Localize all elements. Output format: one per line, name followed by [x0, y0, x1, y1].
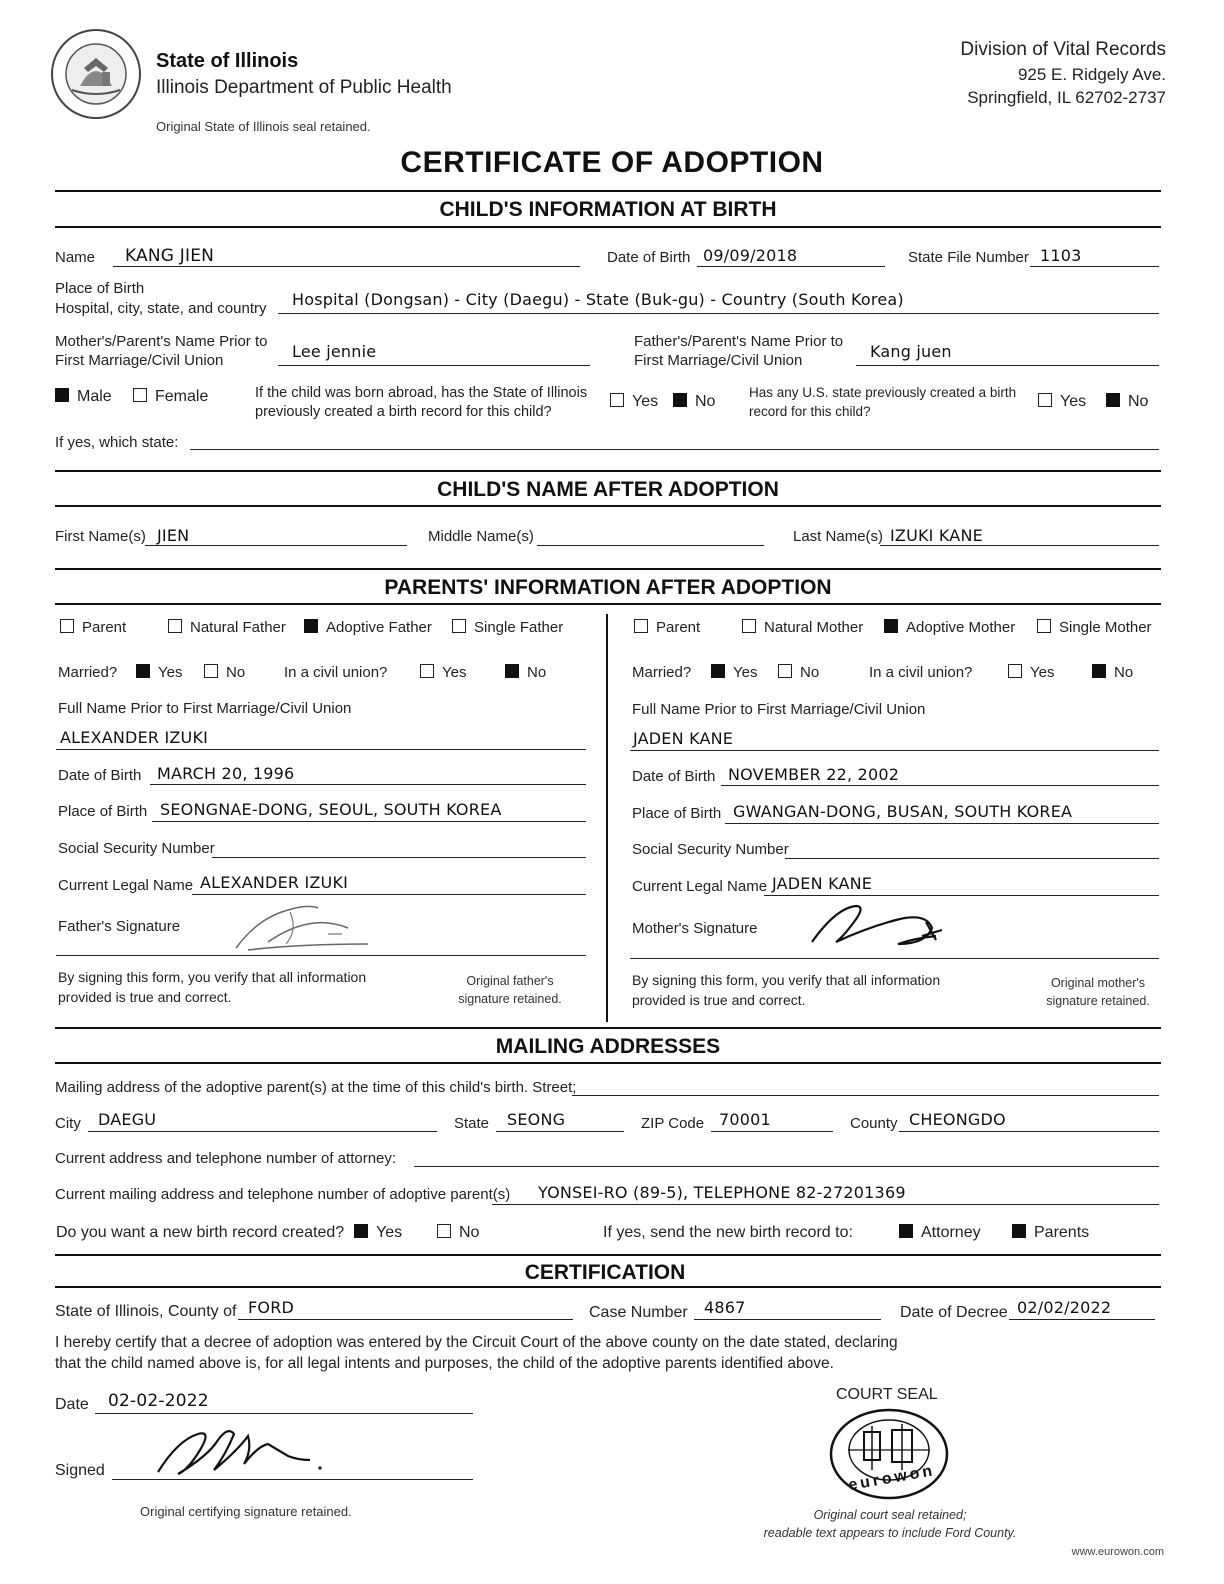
cert-county-label: State of Illinois, County of	[55, 1303, 237, 1320]
name-label: Name	[55, 249, 96, 266]
father-dob-label: Date of Birth	[58, 767, 142, 784]
checkbox-empty-icon	[437, 1224, 451, 1238]
father-pob-field[interactable]	[152, 821, 586, 822]
adoptive-father-checkbox[interactable]: Adoptive Father	[304, 619, 432, 636]
mother-signature-field[interactable]	[630, 958, 1159, 959]
checkbox-checked-icon	[673, 393, 687, 407]
father-ssn-label: Social Security Number	[58, 840, 215, 857]
child-name-value: KANG JIEN	[125, 246, 215, 266]
division-name: Division of Vital Records	[960, 39, 1166, 60]
checkbox-checked-icon	[136, 664, 150, 678]
cert-statement: I hereby certify that a decree of adoption was entered by the Circuit Court of the above county on the date stated, declaring	[55, 1334, 898, 1351]
first-name-label: First Name(s)	[55, 528, 146, 545]
checkbox-checked-icon	[304, 619, 318, 633]
mother-signature-note-line1: Original mother's	[1050, 976, 1146, 990]
mother-signature-note-line2: signature retained.	[1046, 994, 1150, 1008]
divider	[55, 1062, 1161, 1064]
court-seal-note-line2: readable text appears to include Ford County.	[763, 1526, 1017, 1540]
mother-ssn-label: Social Security Number	[632, 841, 789, 858]
checkbox-empty-icon	[1038, 393, 1052, 407]
mother-full-name-label: Full Name Prior to First Marriage/Civil Union	[632, 701, 926, 718]
mother-dob-value: NOVEMBER 22, 2002	[728, 765, 900, 784]
mother-legal-name-value: JADEN KANE	[772, 874, 873, 893]
us-state-question-cont: record for this child?	[749, 404, 871, 419]
father-ssn-field[interactable]	[212, 857, 586, 858]
natural-mother-checkbox[interactable]: Natural Mother	[742, 619, 863, 636]
father-married-yes-checkbox[interactable]: Yes	[136, 664, 182, 681]
city-label: City	[55, 1115, 81, 1132]
father-verify-text: By signing this form, you verify that all information	[58, 969, 367, 985]
checkbox-empty-icon	[204, 664, 218, 678]
father-prior-value: Kang juen	[870, 342, 952, 361]
which-state-field[interactable]	[190, 449, 1159, 450]
checkbox-empty-icon	[634, 619, 648, 633]
checkbox-checked-icon	[1092, 664, 1106, 678]
father-civil-union-label: In a civil union?	[284, 664, 388, 681]
checkbox-empty-icon	[1037, 619, 1051, 633]
divider	[55, 190, 1161, 192]
checkbox-checked-icon	[711, 664, 725, 678]
checkbox-checked-icon	[1106, 393, 1120, 407]
court-seal-note-line1: Original court seal retained;	[813, 1508, 967, 1522]
state-label: State	[454, 1115, 490, 1132]
dob-field[interactable]	[697, 266, 885, 267]
street-label: Mailing address of the adoptive parent(s) at the time of this child's birth. Street;	[55, 1079, 577, 1096]
new-record-no-checkbox[interactable]: No	[437, 1224, 479, 1242]
last-name-value: IZUKI KANE	[890, 526, 983, 545]
middle-name-label: Middle Name(s)	[428, 528, 534, 545]
mother-dob-field[interactable]	[721, 785, 1159, 786]
divider	[55, 226, 1161, 228]
father-civil-no-checkbox[interactable]: No	[505, 664, 546, 681]
county-label: County	[850, 1115, 898, 1132]
last-name-field[interactable]	[880, 545, 1159, 546]
send-to-label: If yes, send the new birth record to:	[603, 1224, 853, 1241]
new-record-yes-checkbox[interactable]: Yes	[354, 1224, 402, 1242]
column-divider	[606, 614, 608, 1022]
single-mother-checkbox[interactable]: Single Mother	[1037, 619, 1152, 636]
which-state-label: If yes, which state:	[55, 434, 179, 451]
case-number-label: Case Number	[589, 1304, 688, 1321]
father-dob-value: MARCH 20, 1996	[157, 764, 295, 783]
zip-value: 70001	[719, 1110, 771, 1129]
parents-address-value: YONSEI-RO (89-5), TELEPHONE 82-27201369	[538, 1183, 906, 1202]
abroad-question-cont: previously created a birth record for this child?	[255, 404, 552, 420]
mother-signature-label: Mother's Signature	[632, 920, 758, 937]
mother-full-name-value: JADEN KANE	[633, 729, 734, 748]
place-of-birth-field[interactable]	[278, 313, 1159, 314]
father-signature-image	[228, 898, 378, 956]
us-state-question: Has any U.S. state previously created a birth	[749, 385, 1017, 400]
street-field[interactable]	[572, 1095, 1159, 1096]
seal-note: Original State of Illinois seal retained.	[156, 119, 371, 134]
us-yes-checkbox[interactable]: Yes	[1038, 393, 1086, 411]
father-civil-yes-checkbox[interactable]: Yes	[420, 664, 466, 681]
cert-statement-cont: that the child named above is, for all legal intents and purposes, the child of the adoptive parents identified above.	[55, 1355, 834, 1372]
father-prior-label: Father's/Parent's Name Prior to	[634, 333, 844, 350]
checkbox-checked-icon	[505, 664, 519, 678]
us-no-checkbox[interactable]: No	[1106, 393, 1148, 411]
single-father-checkbox[interactable]: Single Father	[452, 619, 563, 636]
checkbox-empty-icon	[133, 388, 147, 402]
cert-county-value: FORD	[248, 1298, 295, 1317]
checkbox-checked-icon	[899, 1224, 913, 1238]
court-seal-note	[720, 1506, 1060, 1542]
father-full-name-field[interactable]	[56, 749, 586, 750]
decree-date-label: Date of Decree	[900, 1304, 1008, 1321]
divider	[55, 603, 1161, 605]
abroad-no-checkbox[interactable]: No	[673, 393, 715, 411]
section-parents-heading: PARENTS' INFORMATION AFTER ADOPTION	[384, 576, 832, 599]
place-of-birth-value: Hospital (Dongsan) - City (Daegu) - State (Buk-gu) - Country (South Korea)	[292, 290, 904, 309]
father-legal-name-field[interactable]	[192, 894, 586, 895]
mother-prior-field[interactable]	[278, 365, 590, 366]
father-prior-field[interactable]	[856, 365, 1159, 366]
state-name: State of Illinois	[156, 50, 299, 72]
signed-label: Signed	[55, 1462, 105, 1479]
mother-ssn-field[interactable]	[785, 858, 1159, 859]
court-seal-label: COURT SEAL	[836, 1386, 938, 1403]
father-pob-label: Place of Birth	[58, 803, 148, 820]
state-field[interactable]	[496, 1131, 624, 1132]
cert-date-label: Date	[55, 1396, 89, 1413]
mother-legal-name-field[interactable]	[764, 895, 1159, 896]
father-married-label: Married?	[58, 664, 118, 681]
certifying-signature-image	[148, 1420, 328, 1480]
divider	[55, 470, 1161, 472]
division-address-2: Springfield, IL 62702-2737	[967, 88, 1166, 107]
mother-full-name-field[interactable]	[630, 750, 1159, 751]
last-name-label: Last Name(s)	[793, 528, 884, 545]
father-married-no-checkbox[interactable]: No	[204, 664, 245, 681]
checkbox-empty-icon	[168, 619, 182, 633]
case-number-field[interactable]	[694, 1319, 881, 1320]
checkbox-empty-icon	[452, 619, 466, 633]
section-child-birth-heading: CHILD'S INFORMATION AT BIRTH	[439, 198, 777, 221]
divider	[55, 505, 1161, 507]
checkbox-empty-icon	[778, 664, 792, 678]
parents-address-field[interactable]	[492, 1204, 1159, 1205]
mother-legal-name-label: Current Legal Name	[632, 878, 768, 895]
state-file-field[interactable]	[1030, 266, 1159, 267]
mother-pob-value: GWANGAN-DONG, BUSAN, SOUTH KOREA	[733, 802, 1073, 821]
mother-married-label: Married?	[632, 664, 692, 681]
mother-parent-checkbox[interactable]: Parent	[634, 619, 700, 636]
section-mailing-heading: MAILING ADDRESSES	[495, 1035, 721, 1058]
dob-label: Date of Birth	[607, 249, 691, 266]
court-seal-word: eurowon	[847, 1462, 937, 1495]
cert-date-value: 02-02-2022	[108, 1391, 209, 1411]
divider	[55, 1254, 1161, 1256]
place-of-birth-label: Place of Birth	[55, 280, 145, 297]
send-attorney-checkbox[interactable]: Attorney	[899, 1224, 981, 1242]
father-parent-checkbox[interactable]: Parent	[60, 619, 126, 636]
checkbox-empty-icon	[1008, 664, 1022, 678]
county-value: CHEONGDO	[909, 1110, 1006, 1129]
zip-label: ZIP Code	[641, 1115, 705, 1132]
cert-date-field[interactable]	[95, 1413, 473, 1414]
mother-pob-label: Place of Birth	[632, 805, 722, 822]
first-name-field[interactable]	[145, 545, 407, 546]
abroad-question: If the child was born abroad, has the State of Illinois	[255, 385, 588, 401]
mother-verify-text: By signing this form, you verify that all information	[632, 972, 941, 988]
checkbox-checked-icon	[354, 1224, 368, 1238]
mother-prior-sublabel: First Marriage/Civil Union	[55, 352, 224, 369]
send-parents-checkbox[interactable]: Parents	[1012, 1224, 1089, 1242]
new-record-question: Do you want a new birth record created?	[56, 1224, 345, 1241]
father-legal-name-label: Current Legal Name	[58, 877, 194, 894]
mother-married-yes-checkbox[interactable]: Yes	[711, 664, 757, 681]
male-checkbox[interactable]: Male	[55, 388, 112, 406]
father-dob-field[interactable]	[150, 784, 586, 785]
father-legal-name-value: ALEXANDER IZUKI	[200, 873, 349, 892]
checkbox-empty-icon	[742, 619, 756, 633]
mother-civil-yes-checkbox[interactable]: Yes	[1008, 664, 1054, 681]
checkbox-checked-icon	[884, 619, 898, 633]
father-signature-note-line1: Original father's	[466, 974, 554, 988]
department-name: Illinois Department of Public Health	[156, 77, 452, 98]
city-field[interactable]	[88, 1131, 437, 1132]
mother-pob-field[interactable]	[725, 823, 1159, 824]
father-full-name-label: Full Name Prior to First Marriage/Civil Union	[58, 700, 352, 717]
mother-signature-image	[806, 898, 956, 954]
father-verify-text-cont: provided is true and correct.	[58, 989, 232, 1005]
checkbox-empty-icon	[60, 619, 74, 633]
footer-website: www.eurowon.com	[1071, 1546, 1164, 1558]
mother-prior-value: Lee jennie	[292, 342, 377, 361]
mother-married-no-checkbox[interactable]: No	[778, 664, 819, 681]
father-signature-label: Father's Signature	[58, 918, 181, 935]
case-number-value: 4867	[704, 1298, 746, 1317]
state-file-value: 1103	[1040, 246, 1082, 265]
female-checkbox[interactable]: Female	[133, 388, 208, 406]
natural-father-checkbox[interactable]: Natural Father	[168, 619, 286, 636]
mother-prior-label: Mother's/Parent's Name Prior to	[55, 333, 268, 350]
mother-civil-union-label: In a civil union?	[869, 664, 973, 681]
divider	[55, 1027, 1161, 1029]
divider	[55, 1286, 1161, 1288]
state-file-label: State File Number	[908, 249, 1029, 266]
adoptive-mother-checkbox[interactable]: Adoptive Mother	[884, 619, 1015, 636]
state-value: SEONG	[507, 1110, 566, 1129]
name-field[interactable]	[113, 266, 580, 267]
decree-date-value: 02/02/2022	[1017, 1298, 1112, 1317]
father-pob-value: SEONGNAE-DONG, SEOUL, SOUTH KOREA	[160, 800, 502, 819]
middle-name-field[interactable]	[537, 545, 764, 546]
county-field[interactable]	[899, 1131, 1159, 1132]
father-signature-note-line2: signature retained.	[458, 992, 562, 1006]
divider	[55, 568, 1161, 570]
attorney-label: Current address and telephone number of attorney:	[55, 1150, 397, 1167]
section-certification-heading: CERTIFICATION	[524, 1261, 686, 1284]
place-of-birth-sublabel: Hospital, city, state, and country	[55, 300, 267, 317]
document-title: CERTIFICATE OF ADOPTION	[400, 146, 824, 179]
mother-dob-label: Date of Birth	[632, 768, 716, 785]
mother-civil-no-checkbox[interactable]: No	[1092, 664, 1133, 681]
state-seal	[50, 28, 142, 120]
city-value: DAEGU	[98, 1110, 157, 1129]
father-prior-sublabel: First Marriage/Civil Union	[634, 352, 803, 369]
attorney-field[interactable]	[414, 1166, 1159, 1167]
father-signature-note	[440, 972, 580, 1008]
father-full-name-value: ALEXANDER IZUKI	[60, 728, 209, 747]
section-adoption-name-heading: CHILD'S NAME AFTER ADOPTION	[437, 478, 779, 501]
mother-signature-note	[1030, 974, 1166, 1010]
zip-field[interactable]	[711, 1131, 833, 1132]
child-dob-value: 09/09/2018	[703, 246, 798, 265]
abroad-yes-checkbox[interactable]: Yes	[610, 393, 658, 411]
checkbox-checked-icon	[1012, 1224, 1026, 1238]
checkbox-checked-icon	[55, 388, 69, 402]
checkbox-empty-icon	[610, 393, 624, 407]
checkbox-empty-icon	[420, 664, 434, 678]
cert-county-field[interactable]	[238, 1319, 573, 1320]
mother-verify-text-cont: provided is true and correct.	[632, 992, 806, 1008]
parents-address-label: Current mailing address and telephone number of adoptive parent(s)	[55, 1186, 511, 1203]
certifying-signature-note: Original certifying signature retained.	[140, 1504, 352, 1519]
division-address-1: 925 E. Ridgely Ave.	[1017, 65, 1166, 84]
decree-date-field[interactable]	[1009, 1319, 1155, 1320]
first-name-value: JIEN	[157, 526, 190, 545]
